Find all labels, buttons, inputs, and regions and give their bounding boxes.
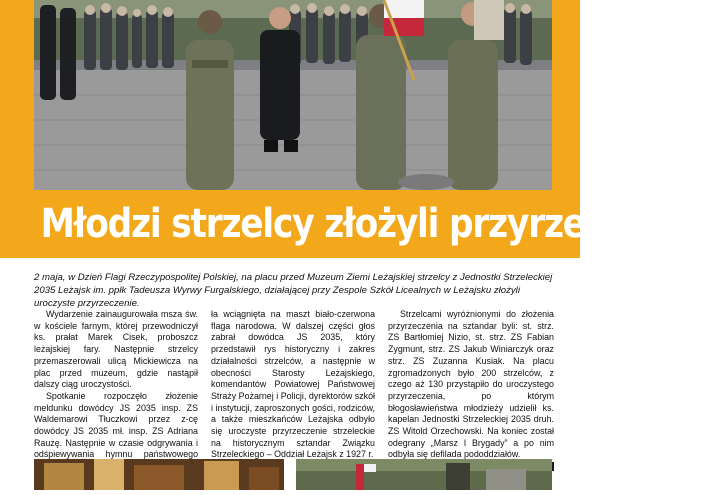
body-column-2 xyxy=(211,309,375,461)
ceremony-photo xyxy=(34,0,552,190)
article-body xyxy=(34,309,554,460)
church-photo xyxy=(34,459,284,490)
body-column-3 xyxy=(388,309,554,471)
paragraph: Wydarzenie zainaugurowała msza św. w kościele farnym, której przewodniczył ks. prałat Marek Cisek, proboszcz leżajskiej fary. Następnie strzelcy przemaszerowali ulicą Mickiewicza na plac przed muzeum, gdzie nastąpił dalszy ciąg uroczystości. xyxy=(34,309,198,390)
parade-photo xyxy=(296,459,552,490)
article-lead: 2 maja, w Dzień Flagi Rzeczypospolitej Polskiej, na placu przed Muzeum Ziemi Leżajskiej strzelcy z Jednostki Strzeleckiej 2035 Leżajsk im. ppłk Tadeusza Wyrwy Furgalskiego, działającej przy Zespole Szkół Licealnych w Leżajsku złożyli uroczyste przyrzeczenie. xyxy=(34,272,553,309)
bottom-photo-strip xyxy=(0,459,580,490)
paragraph: Spotkanie rozpoczęło złożenie meldunku dowódcy JS 2035 insp. ZS Waldemarowi Tłuczkowi przez z-cę dowódcy JS 2035 mł. insp. ZS Adriana Rauzę. Następnie w czasie odgrywania i odśpiewywania hymnu państwowego xyxy=(34,390,198,460)
article-headline: Młodzi strzelcy złożyli przyrzeczenie xyxy=(40,201,701,247)
body-column-1 xyxy=(34,309,198,473)
paragraph: ła wciągnięta na maszt biało-czerwona flaga narodowa. W dalszej części głos zabrał dowódca JS 2035, który przedstawił rys historyczny i zakres działalności strzelców, a następnie w obecności Starosty Leżajskiego, komendantów Powiatowej Państwowej Straży Pożarnej i Policji, dyrektorów szkół i instytucji, zaproszonych gości, rodziców, a także mieszkańców Leżajska odbyło się uroczyste przyrzeczenie strzeleckie na historycznym sztandar Związku Strzeleckiego – Oddział Leżajsk z 1927 r. xyxy=(211,309,375,460)
paragraph: Strzelcami wyróżnionymi do złożenia przyrzeczenia na sztandar byli: st. strz. ZS Bartłomiej Nizio, st. strz. ZS Fabian Zygmunt, strz. ZS Jakub Winiarczyk oraz strz. ZS Zuzanna Kusiak. Na placu zgromadzonych było 200 strzelców, z czego aż 130 przystąpiło do uroczystego przyrzeczenia, po którym błogosławieństwa młodzieży udzielił ks. kapelan Jednostki Strzeleckiej 2035 druh. ZS Witold Orzechowski. Na koniec został odegrany „Marsz I Brygady” a po nim odbyła się defilada pododdziałów. xyxy=(388,309,554,460)
